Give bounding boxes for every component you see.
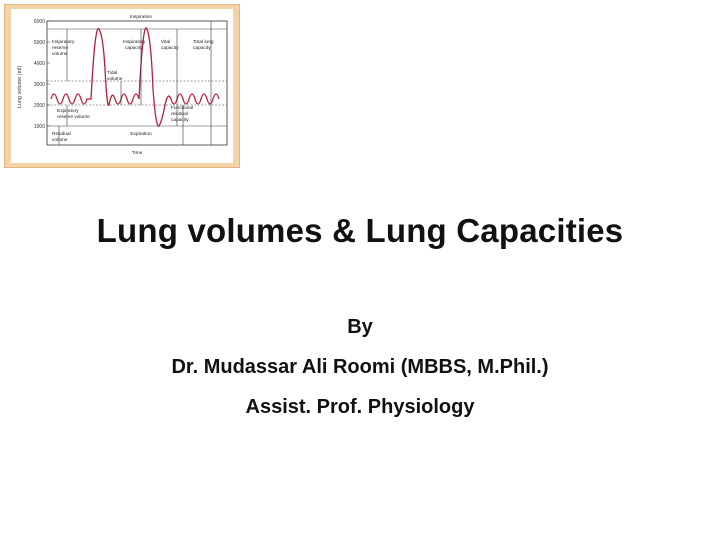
lung-volume-diagram	[11, 9, 233, 163]
lung-volume-figure	[4, 4, 240, 168]
vc-label-1: Vital	[161, 40, 171, 45]
irv-label-1: Inspiratory	[52, 40, 75, 45]
y-tick-5000: 5000	[33, 40, 45, 46]
author-name: Dr. Mudassar Ali Roomi (MBBS, M.Phil.)	[171, 356, 549, 378]
y-tick-3000: 3000	[33, 82, 45, 88]
y-tick-6000: 6000	[33, 19, 45, 25]
byline-by: By	[347, 316, 373, 338]
erv-label-1: Expiratory	[57, 109, 79, 114]
rv-label-2: volume	[52, 138, 68, 143]
tv-label-2: volume	[107, 77, 123, 82]
ic-label-1: Inspiratory	[123, 40, 146, 45]
vc-label-2: capacity	[161, 46, 179, 51]
ic-label-2: capacity	[125, 46, 143, 51]
slide-title: Lung volumes & Lung Capacities	[96, 212, 624, 249]
frc-label-1: Functional	[171, 106, 194, 111]
tlc-label-2: capacity	[193, 46, 211, 51]
y-axis-label: Lung volume (ml)	[17, 65, 23, 109]
irv-label-3: volume	[52, 52, 68, 57]
expiration-label: Expiration	[130, 132, 152, 137]
inspiration-label: Inspiration	[129, 15, 153, 20]
y-tick-1000: 1000	[33, 124, 45, 130]
erv-label-2: reserve volume	[57, 115, 90, 120]
irv-label-2: reserve	[52, 46, 68, 51]
tlc-label-1: Total lung	[193, 40, 214, 45]
y-tick-4000: 4000	[33, 61, 45, 67]
y-tick-2000: 2000	[33, 103, 45, 109]
rv-label-1: Residual	[52, 132, 71, 137]
frc-label-2: residual	[171, 112, 188, 117]
author-position: Assist. Prof. Physiology	[245, 396, 475, 418]
x-axis-label: Time	[131, 151, 143, 156]
tv-label-1: Tidal	[107, 71, 118, 76]
frc-label-3: capacity	[171, 118, 189, 123]
